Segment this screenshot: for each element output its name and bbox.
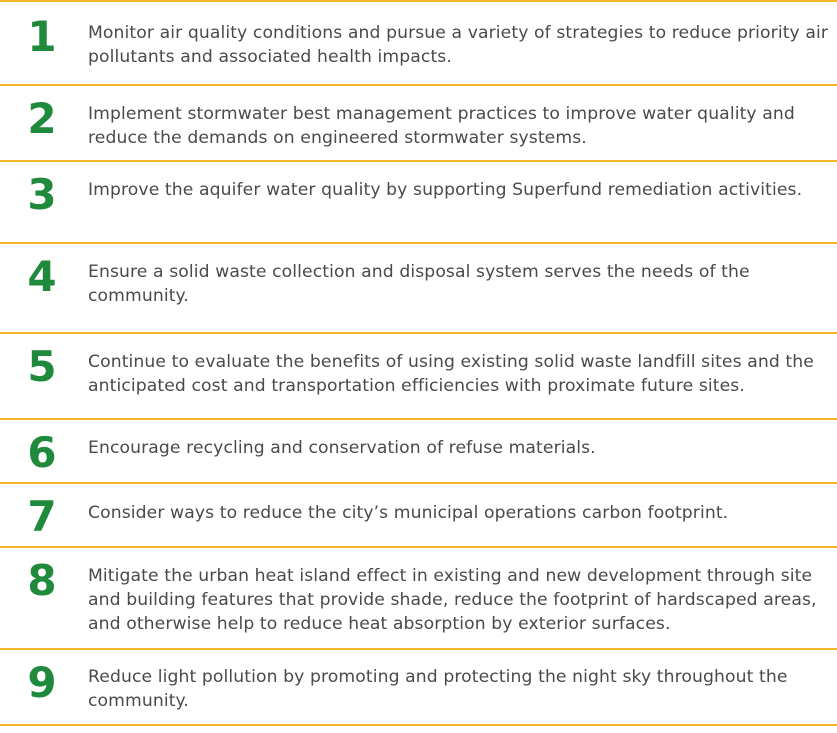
item-text: Reduce light pollution by promoting and protecting the night sky throughout the community.: [88, 667, 788, 711]
item-text: Monitor air quality conditions and pursue a variety of strategies to reduce priority air pollutants and associated health impacts.: [88, 23, 829, 67]
list-item: [0, 334, 837, 420]
item-text: Implement stormwater best management practices to improve water quality and reduce the demands on engineered stormwater systems.: [88, 104, 795, 148]
item-text: Encourage recycling and conservation of refuse materials.: [88, 438, 596, 458]
item-number: 2: [27, 94, 57, 143]
item-number: 3: [27, 170, 57, 219]
item-text: Consider ways to reduce the city’s municipal operations carbon footprint.: [88, 503, 729, 523]
item-number: 6: [27, 428, 57, 477]
item-text: Ensure a solid waste collection and disposal system serves the needs of the community.: [88, 262, 750, 306]
item-number: 1: [27, 12, 57, 61]
item-text: Mitigate the urban heat island effect in existing and new development through site and building features that provide shade, reduce the footprint of hardscaped areas, and otherwise help to reduce heat absorption by exterior surfaces.: [88, 566, 817, 634]
list-item: [0, 420, 837, 484]
item-number: 8: [27, 556, 57, 605]
list-item: [0, 162, 837, 244]
item-number: 9: [27, 658, 57, 707]
item-number: 4: [27, 252, 57, 301]
item-text: Continue to evaluate the benefits of using existing solid waste landfill sites and the anticipated cost and transportation efficiencies with proximate future sites.: [88, 352, 814, 396]
list-item: [0, 548, 837, 650]
item-number: 7: [27, 492, 57, 541]
list-item: [0, 650, 837, 726]
list-item: [0, 244, 837, 334]
item-text: Improve the aquifer water quality by supporting Superfund remediation activities.: [88, 180, 803, 200]
item-number: 5: [27, 342, 57, 391]
list-item: [0, 86, 837, 162]
list-item: [0, 484, 837, 548]
list-item: [0, 2, 837, 86]
